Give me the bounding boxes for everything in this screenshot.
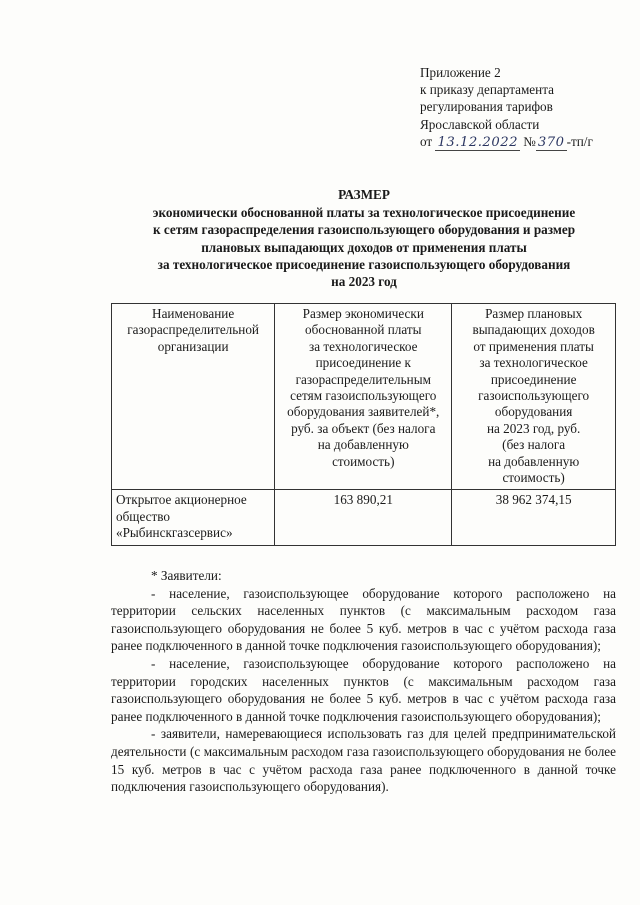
title-line-2: к сетям газораспределения газоиспользующего оборудования и размер (152, 222, 576, 238)
handwritten-date: 13.12.2022 (437, 134, 518, 150)
appendix-line-3: регулирования тарифов (420, 99, 553, 115)
footnote-item-business: - заявители, намеревающиеся использовать газ для целей предпринимательской деятельности (с максимальным расходом газа газоиспользующего оборудования не более 15 куб. метров в час с учётом расхода газа ранее подключенного в данной точке подключения газоиспользующего оборудования). (111, 726, 616, 795)
number-suffix: -тп/г (566, 133, 593, 149)
title-line-4: за технологическое присоединение газоиспользующего оборудования (157, 256, 571, 272)
title-line-5: на 2023 год (331, 274, 397, 290)
document-title (110, 186, 618, 290)
footnote-item-urban: - население, газоиспользующее оборудование которого расположено на территории городских населенных пунктов (с максимальным расходом газа газоиспользующего оборудования не более 5 куб. метров в час с учётом расхода газа ранее подключенного в данной точке подключения газоиспользующего оборудования); (111, 655, 616, 724)
appendix-line-2: к приказу департамента (420, 82, 554, 98)
title-line-3: плановых выпадающих доходов от применения платы (201, 239, 527, 255)
appendix-line-1: Приложение 2 (420, 65, 501, 80)
title-main: РАЗМЕР (338, 187, 390, 202)
appendix-date-line (420, 133, 630, 151)
table-header-row (112, 304, 616, 490)
cell-lost-income: 38 962 374,15 (452, 490, 616, 545)
header-organization: Наименование газораспределительной организации (112, 304, 275, 490)
footnote-heading: * Заявители: (151, 568, 222, 583)
cell-organization: Открытое акционерное общество «Рыбинскгазсервис» (112, 490, 275, 545)
title-line-1: экономически обоснованной платы за технологическое присоединение (152, 205, 576, 221)
footnotes (111, 567, 616, 796)
appendix-header (420, 64, 630, 151)
tariff-table (111, 303, 616, 546)
header-lost-income: Размер плановых выпадающих доходов от применения платы за технологическое присоединение газоиспользующего оборудования на 2023 год, руб. (без налога на добавленную стоимость) (452, 304, 616, 490)
header-fee: Размер экономически обоснованной платы за технологическое присоединение к газораспределительным сетям газоиспользующего оборудования заявителей*, руб. за объект (без налога на добавленную стоимость) (275, 304, 452, 490)
appendix-line-4: Ярославской области (420, 116, 540, 132)
handwritten-number: 370 (537, 134, 565, 150)
number-sign: № (523, 133, 536, 149)
date-prefix: от (420, 133, 433, 149)
cell-fee: 163 890,21 (275, 490, 452, 545)
footnote-item-rural: - население, газоиспользующее оборудование которого расположено на территории сельских населенных пунктов (с максимальным расходом газа газоиспользующего оборудования не более 5 куб. метров в час с учётом расхода газа ранее подключенного в данной точке подключения газоиспользующего оборудования); (111, 585, 616, 654)
table-row (112, 490, 616, 545)
